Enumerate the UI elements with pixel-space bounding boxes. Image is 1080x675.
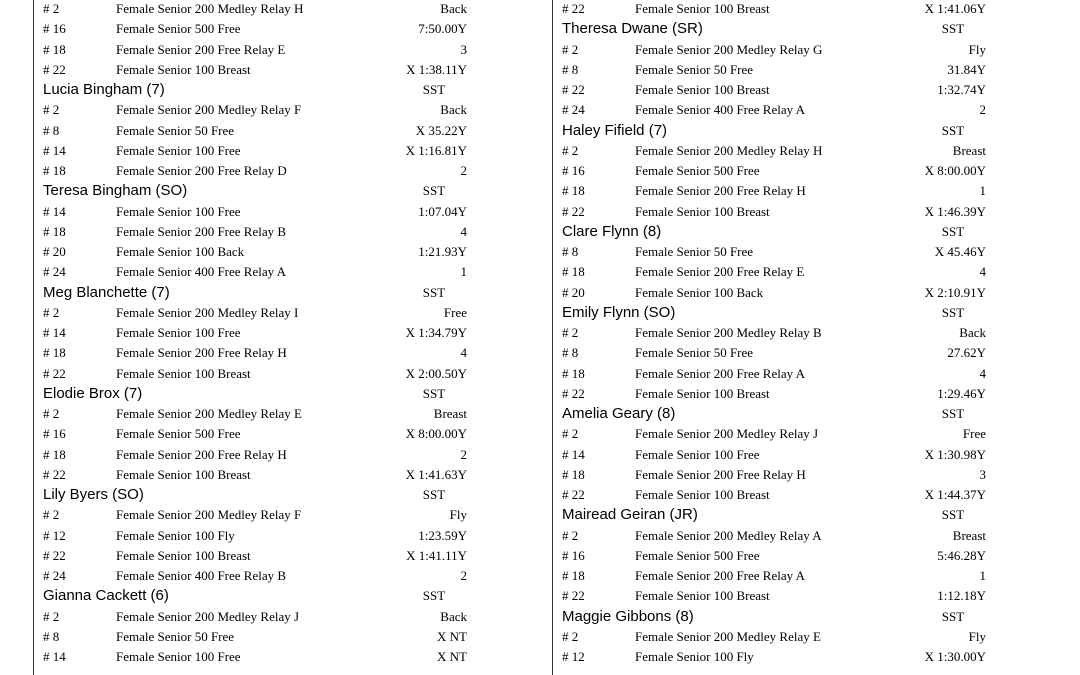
event-entry-row [43, 364, 473, 384]
event-name: Female Senior 100 Fly [116, 527, 235, 543]
swimmer-name: Maggie Gibbons (8) [562, 607, 694, 625]
event-entry-row [43, 505, 473, 525]
event-number: # 18 [562, 466, 585, 482]
event-entry-row [43, 445, 473, 465]
team-code: SST [941, 223, 965, 239]
swimmer-header-row [562, 121, 992, 141]
seed-time: 31.84Y [947, 61, 986, 77]
event-name: Female Senior 400 Free Relay A [635, 102, 806, 118]
team-code: SST [422, 183, 446, 199]
team-code: SST [941, 608, 965, 624]
event-entry-row [562, 40, 992, 60]
seed-time: 2 [460, 568, 467, 583]
event-name: Female Senior 200 Medley Relay A [635, 527, 822, 543]
event-name: Female Senior 100 Breast [116, 547, 251, 563]
swimmer-name: Meg Blanchette (7) [43, 283, 170, 301]
seed-time: X 1:38.11Y [406, 61, 467, 77]
event-entry-row [562, 485, 992, 505]
event-entry-row [562, 283, 992, 303]
event-number: # 14 [43, 649, 66, 664]
event-number: # 22 [562, 385, 585, 401]
team-code: SST [422, 385, 446, 401]
swimmer-header-row [562, 607, 992, 627]
swimmer-header-row [43, 283, 473, 303]
event-number: # 18 [43, 163, 66, 178]
event-number: # 2 [43, 507, 60, 523]
seed-time: X 45.46Y [934, 244, 986, 259]
event-number: # 18 [562, 264, 585, 280]
event-number: # 22 [562, 487, 585, 502]
event-entry-row [43, 404, 473, 424]
event-entry-row [43, 566, 473, 586]
event-entry-row [43, 546, 473, 566]
event-name: Female Senior 200 Medley Relay B [635, 325, 822, 340]
seed-time: X 2:00.50Y [405, 365, 467, 381]
event-name: Female Senior 100 Breast [635, 487, 770, 502]
event-number: # 2 [43, 102, 60, 118]
event-number: # 8 [562, 244, 579, 259]
event-name: Female Senior 200 Medley Relay E [116, 406, 302, 421]
event-number: # 14 [43, 142, 66, 158]
event-name: Female Senior 100 Breast [635, 82, 770, 97]
event-name: Female Senior 400 Free Relay A [116, 264, 287, 280]
event-number: # 24 [43, 264, 66, 280]
event-name: Female Senior 200 Free Relay D [116, 163, 287, 178]
event-number: # 16 [43, 21, 66, 37]
swimmer-header-row [43, 80, 473, 100]
swimmer-name: Gianna Cackett (6) [43, 587, 169, 605]
event-number: # 18 [562, 183, 585, 199]
event-entry-row [43, 141, 473, 161]
team-code: SST [941, 21, 965, 37]
seed-time: Back [440, 608, 467, 624]
seed-time: 1:21.93Y [418, 244, 467, 259]
seed-time: 1:29.46Y [937, 385, 986, 401]
event-entry-row [43, 647, 473, 667]
swimmer-name: Theresa Dwane (SR) [562, 20, 703, 38]
event-number: # 22 [43, 61, 66, 77]
event-entry-row [43, 121, 473, 141]
event-number: # 2 [562, 527, 579, 543]
event-entry-row [562, 566, 992, 586]
seed-time: 4 [979, 365, 986, 381]
event-number: # 2 [43, 304, 60, 320]
seed-time: 3 [979, 466, 986, 482]
event-number: # 18 [43, 345, 66, 361]
seed-time: 2 [979, 102, 986, 118]
event-entry-row [562, 242, 992, 262]
event-entry-row [562, 546, 992, 566]
seed-time: Breast [952, 142, 986, 158]
seed-time: X 2:10.91Y [924, 284, 986, 300]
swimmer-header-row [43, 384, 473, 404]
event-name: Female Senior 200 Free Relay H [116, 345, 287, 361]
event-number: # 18 [562, 568, 585, 583]
event-entry-row [562, 424, 992, 444]
event-number: # 22 [43, 547, 66, 563]
seed-time: 1 [979, 568, 986, 583]
event-name: Female Senior 200 Medley Relay I [116, 304, 299, 320]
left-border-line [33, 0, 34, 675]
team-code: SST [941, 304, 965, 320]
event-name: Female Senior 100 Breast [635, 588, 770, 604]
event-name: Female Senior 200 Free Relay H [635, 466, 806, 482]
seed-time: 5:46.28Y [937, 547, 986, 563]
seed-time: Fly [968, 628, 986, 644]
event-name: Female Senior 100 Back [635, 284, 764, 300]
event-name: Female Senior 200 Medley Relay E [635, 628, 821, 644]
event-name: Female Senior 100 Breast [116, 466, 251, 482]
team-code: SST [941, 507, 965, 523]
seed-time: 1:23.59Y [418, 527, 467, 543]
event-name: Female Senior 200 Medley Relay G [635, 41, 823, 57]
team-code: SST [422, 82, 446, 97]
event-number: # 24 [43, 568, 66, 583]
seed-time: Fly [449, 507, 467, 523]
event-number: # 12 [43, 527, 66, 543]
seed-time: 7:50.00Y [418, 21, 467, 37]
event-number: # 16 [43, 426, 66, 442]
event-entry-row [562, 647, 992, 667]
event-name: Female Senior 50 Free [635, 345, 754, 361]
event-number: # 22 [562, 203, 585, 219]
column-divider-line [552, 0, 553, 675]
swimmer-header-row [562, 505, 992, 525]
event-name: Female Senior 50 Free [116, 122, 235, 138]
event-entry-row [43, 19, 473, 39]
event-number: # 14 [43, 203, 66, 219]
swimmer-name: Elodie Brox (7) [43, 384, 143, 402]
event-entry-row [562, 627, 992, 647]
event-name: Female Senior 100 Fly [635, 649, 754, 664]
event-name: Female Senior 100 Breast [635, 1, 770, 16]
swimmer-header-row [562, 404, 992, 424]
event-entry-row [43, 343, 473, 363]
seed-time: 4 [460, 345, 467, 361]
seed-time: X NT [437, 649, 467, 664]
event-number: # 22 [43, 365, 66, 381]
event-number: # 14 [562, 446, 585, 462]
event-entry-row [43, 40, 473, 60]
event-entry-row [562, 161, 992, 181]
team-code: SST [422, 284, 446, 300]
event-entry-row [562, 323, 992, 343]
event-number: # 18 [43, 446, 66, 462]
seed-time: Back [440, 102, 467, 118]
seed-time: X 1:16.81Y [405, 142, 467, 158]
swimmer-header-row [562, 19, 992, 39]
seed-time: X 35.22Y [415, 122, 467, 138]
swimmer-header-row [562, 303, 992, 323]
event-entry-row [43, 465, 473, 485]
seed-time: Breast [433, 406, 467, 421]
event-name: Female Senior 200 Medley Relay F [116, 102, 302, 118]
event-name: Female Senior 200 Free Relay B [116, 223, 287, 239]
event-number: # 20 [43, 244, 66, 259]
team-code: SST [941, 122, 965, 138]
event-number: # 2 [562, 142, 579, 158]
event-entry-row [43, 424, 473, 444]
seed-time: X 8:00.00Y [924, 163, 986, 178]
event-number: # 2 [43, 1, 60, 16]
event-entry-row [562, 202, 992, 222]
event-number: # 2 [43, 608, 60, 624]
seed-time: 2 [460, 163, 467, 178]
swimmer-name: Teresa Bingham (SO) [43, 182, 188, 200]
seed-time: X 1:30.00Y [924, 649, 986, 664]
event-entry-row [562, 526, 992, 546]
seed-time: X 1:46.39Y [924, 203, 986, 219]
event-entry-row [43, 242, 473, 262]
event-name: Female Senior 200 Medley Relay H [116, 1, 304, 16]
event-entry-row [43, 607, 473, 627]
seed-time: Back [440, 1, 467, 16]
event-name: Female Senior 200 Free Relay H [635, 183, 806, 199]
event-number: # 22 [562, 1, 585, 16]
event-entry-row [562, 80, 992, 100]
event-number: # 22 [562, 588, 585, 604]
event-number: # 22 [562, 82, 585, 97]
team-code: SST [941, 406, 965, 421]
event-number: # 16 [562, 163, 585, 178]
event-number: # 8 [562, 345, 579, 361]
event-entry-row [43, 303, 473, 323]
event-number: # 18 [43, 41, 66, 57]
event-entry-row [562, 384, 992, 404]
event-entry-row [562, 465, 992, 485]
event-name: Female Senior 200 Medley Relay H [635, 142, 823, 158]
swimmer-header-row [43, 181, 473, 201]
event-name: Female Senior 200 Free Relay A [635, 365, 806, 381]
seed-time: 1:12.18Y [937, 588, 986, 604]
swimmer-name: Lucia Bingham (7) [43, 81, 165, 98]
event-number: # 2 [562, 325, 579, 340]
seed-time: X 1:30.98Y [924, 446, 986, 462]
swimmer-name: Clare Flynn (8) [562, 222, 662, 240]
event-number: # 12 [562, 649, 585, 664]
event-number: # 8 [562, 61, 579, 77]
swimmer-name: Emily Flynn (SO) [562, 303, 676, 321]
swimmer-header-row [43, 586, 473, 606]
event-name: Female Senior 50 Free [116, 628, 235, 644]
event-entry-row [562, 141, 992, 161]
event-number: # 2 [562, 426, 579, 442]
event-entry-row [562, 445, 992, 465]
seed-time: 1:32.74Y [937, 82, 986, 97]
seed-time: X 8:00.00Y [405, 426, 467, 442]
event-number: # 22 [43, 466, 66, 482]
event-entry-row [43, 161, 473, 181]
seed-time: X 1:44.37Y [924, 487, 986, 502]
event-entry-row [43, 100, 473, 120]
event-entry-row [43, 627, 473, 647]
event-entry-row [562, 586, 992, 606]
event-entry-row [562, 100, 992, 120]
seed-time: X 1:41.63Y [405, 466, 467, 482]
swimmer-name: Lily Byers (SO) [43, 486, 144, 503]
event-entry-row [562, 343, 992, 363]
seed-time: 1 [460, 264, 467, 280]
seed-time: Breast [952, 527, 986, 543]
event-name: Female Senior 100 Breast [635, 203, 770, 219]
seed-time: Fly [968, 41, 986, 57]
event-name: Female Senior 100 Free [116, 649, 241, 664]
event-name: Female Senior 100 Free [635, 446, 760, 462]
event-name: Female Senior 500 Free [116, 21, 241, 37]
event-entry-row [562, 181, 992, 201]
seed-time: 27.62Y [947, 345, 986, 361]
event-name: Female Senior 100 Breast [116, 365, 251, 381]
seed-time: Free [443, 304, 467, 320]
seed-time: 3 [460, 41, 467, 57]
event-name: Female Senior 100 Back [116, 244, 245, 259]
event-name: Female Senior 500 Free [635, 547, 760, 563]
swimmer-header-row [562, 222, 992, 242]
event-name: Female Senior 200 Free Relay E [635, 264, 805, 280]
event-name: Female Senior 200 Free Relay A [635, 568, 806, 583]
event-name: Female Senior 200 Medley Relay F [116, 507, 302, 523]
event-number: # 8 [43, 628, 60, 644]
event-entry-row [43, 262, 473, 282]
event-name: Female Senior 100 Free [116, 203, 241, 219]
event-entry-row [562, 0, 992, 19]
event-name: Female Senior 400 Free Relay B [116, 568, 287, 583]
seed-time: 4 [460, 223, 467, 239]
seed-time: 4 [979, 264, 986, 280]
event-name: Female Senior 200 Free Relay E [116, 41, 286, 57]
event-number: # 14 [43, 325, 66, 340]
event-number: # 20 [562, 284, 585, 300]
event-entry-row [43, 222, 473, 242]
event-number: # 8 [43, 122, 60, 138]
swimmer-name: Haley Fifield (7) [562, 121, 668, 139]
event-entry-row [562, 262, 992, 282]
event-number: # 2 [43, 406, 60, 421]
event-name: Female Senior 500 Free [116, 426, 241, 442]
event-entry-row [43, 526, 473, 546]
event-number: # 16 [562, 547, 585, 563]
event-entry-row [43, 202, 473, 222]
event-entry-row [43, 0, 473, 19]
seed-time: 1:07.04Y [418, 203, 467, 219]
event-entry-row [43, 323, 473, 343]
seed-time: X 1:34.79Y [405, 325, 467, 340]
event-number: # 18 [562, 365, 585, 381]
seed-time: 1 [979, 183, 986, 199]
event-number: # 2 [562, 628, 579, 644]
event-name: Female Senior 100 Breast [635, 385, 770, 401]
event-name: Female Senior 50 Free [635, 61, 754, 77]
seed-time: X NT [437, 628, 467, 644]
event-entry-row [43, 60, 473, 80]
event-name: Female Senior 500 Free [635, 163, 760, 178]
event-name: Female Senior 100 Breast [116, 61, 251, 77]
event-name: Female Senior 200 Free Relay H [116, 446, 287, 462]
team-code: SST [422, 588, 446, 604]
event-entry-row [562, 364, 992, 384]
event-name: Female Senior 200 Medley Relay J [116, 608, 300, 624]
swimmer-name: Amelia Geary (8) [562, 405, 676, 422]
event-number: # 2 [562, 41, 579, 57]
seed-time: Free [962, 426, 986, 442]
seed-time: Back [959, 325, 986, 340]
swimmer-header-row [43, 485, 473, 505]
event-name: Female Senior 100 Free [116, 325, 241, 340]
seed-time: X 1:41.06Y [924, 1, 986, 16]
event-name: Female Senior 200 Medley Relay J [635, 426, 819, 442]
event-number: # 18 [43, 223, 66, 239]
seed-time: X 1:41.11Y [406, 547, 467, 563]
event-number: # 24 [562, 102, 585, 118]
event-entry-row [562, 60, 992, 80]
swimmer-name: Mairead Geiran (JR) [562, 506, 698, 524]
seed-time: 2 [460, 446, 467, 462]
event-name: Female Senior 100 Free [116, 142, 241, 158]
event-name: Female Senior 50 Free [635, 244, 754, 259]
team-code: SST [422, 487, 446, 502]
